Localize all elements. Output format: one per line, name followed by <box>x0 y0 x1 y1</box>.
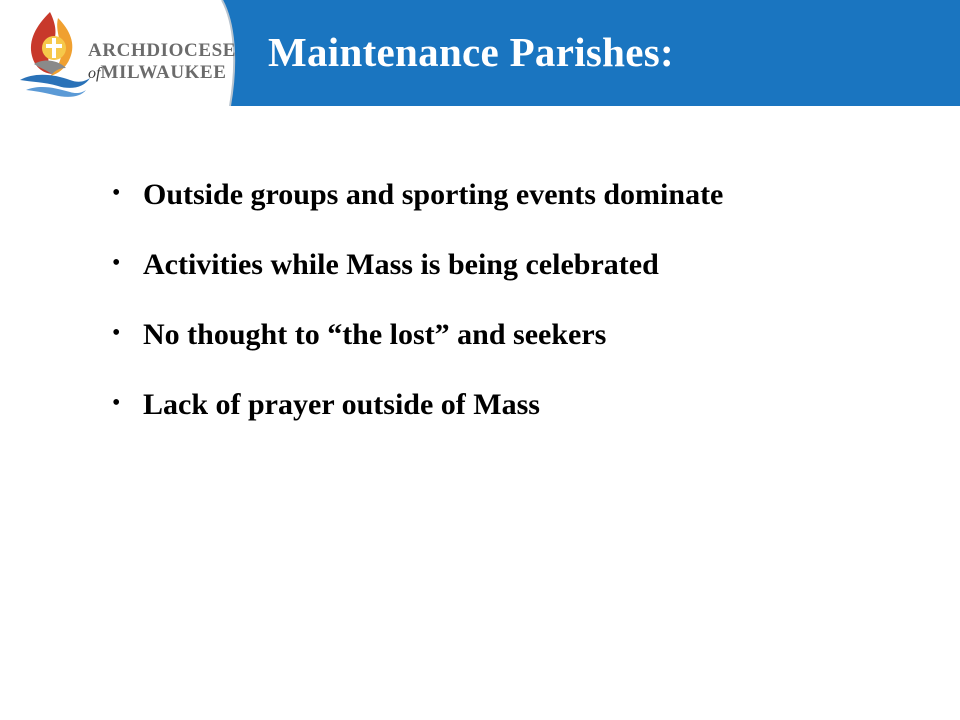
bullet-text: Outside groups and sporting events dominate <box>143 178 724 211</box>
bullet-symbol: • <box>112 320 121 346</box>
bullet-item <box>112 370 892 440</box>
archdiocese-cross-flame-icon <box>14 10 94 98</box>
logo-text-of: of <box>88 65 101 82</box>
bullet-text: Activities while Mass is being celebrated <box>143 248 659 281</box>
logo-text-milwaukee <box>88 62 227 85</box>
bullet-text: No thought to “the lost” and seekers <box>143 318 607 351</box>
bullet-list <box>112 160 892 440</box>
logo-text-name: MILWAUKEE <box>100 62 227 83</box>
bullet-text: Lack of prayer outside of Mass <box>143 388 540 421</box>
bullet-item <box>112 300 892 370</box>
bullet-item <box>112 160 892 230</box>
bullet-symbol: • <box>112 180 121 206</box>
bullet-item <box>112 230 892 300</box>
bullet-symbol: • <box>112 390 121 416</box>
logo-text-archdiocese: ARCHDIOCESE <box>88 40 237 61</box>
bullet-symbol: • <box>112 250 121 276</box>
archdiocese-logo <box>14 10 238 98</box>
slide-title: Maintenance Parishes: <box>268 29 674 75</box>
